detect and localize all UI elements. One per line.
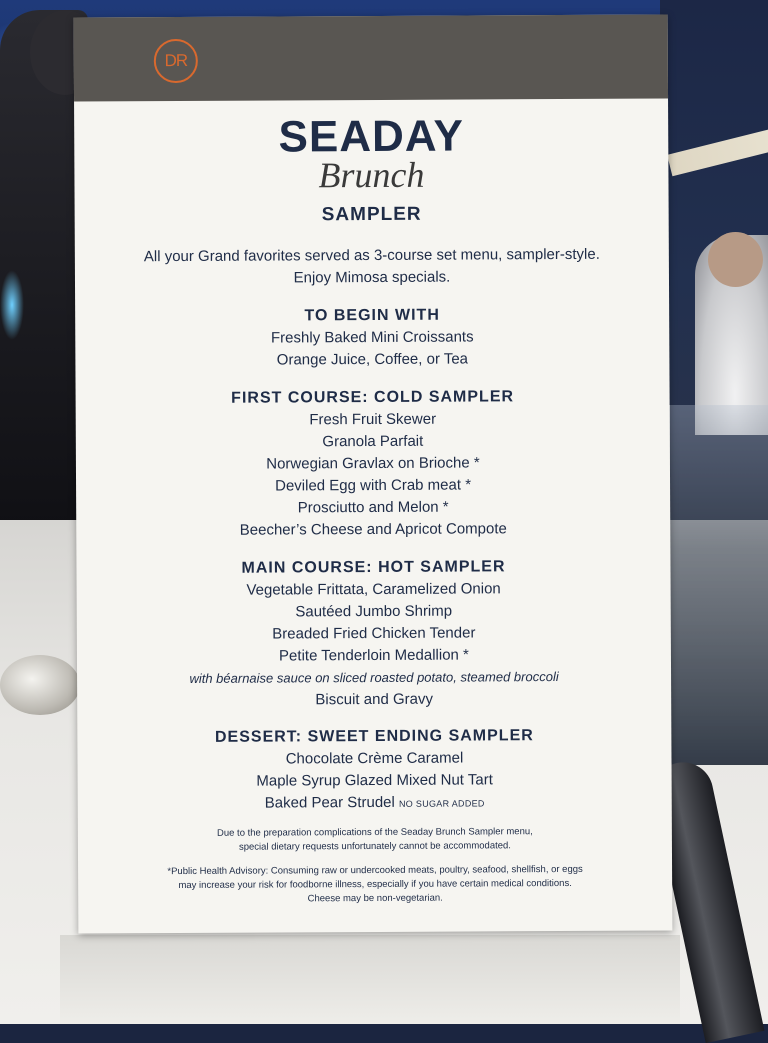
menu-item: Deviled Egg with Crab meat * — [275, 476, 472, 495]
person-head-right — [708, 232, 763, 287]
menu-item: Breaded Fried Chicken Tender — [272, 624, 476, 643]
dr-logo: DR — [154, 39, 198, 83]
menu-subtitle: SAMPLER — [321, 203, 422, 226]
intro-line-2: Enjoy Mimosa specials. — [293, 268, 451, 287]
cyan-light — [0, 270, 24, 340]
menu-item: Freshly Baked Mini Croissants — [270, 328, 474, 347]
no-sugar-note: NO SUGAR ADDED — [398, 798, 485, 809]
menu-item: Vegetable Frittata, Caramelized Onion — [246, 580, 501, 599]
advisory-line-2: may increase your risk for foodborne illness, especially if you have certain medical conditions. — [178, 877, 572, 892]
menu-item: Chocolate Crème Caramel — [285, 749, 464, 768]
advisory-line-1: *Public Health Advisory: Consuming raw or undercooked meats, poultry, seafood, shellfish, or eggs — [167, 863, 583, 878]
menu-item: Sautéed Jumbo Shrimp — [295, 602, 453, 621]
brand-title: SEADAY — [278, 111, 465, 162]
menu-item: Orange Juice, Coffee, or Tea — [276, 350, 469, 369]
spoon — [0, 655, 80, 715]
menu-item: Granola Parfait — [322, 432, 424, 451]
advisory-line-3: Cheese may be non-vegetarian. — [307, 892, 443, 905]
card-header-band — [74, 14, 668, 101]
menu-item: Beecher’s Cheese and Apricot Compote — [239, 520, 507, 539]
section-first-course — [76, 385, 671, 542]
menu-card — [74, 14, 673, 933]
menu-item: Maple Syrup Glazed Mixed Nut Tart — [256, 771, 493, 790]
section-title: DESSERT: SWEET ENDING SAMPLER — [214, 727, 534, 746]
section-title: TO BEGIN WITH — [304, 306, 440, 325]
section-title: MAIN COURSE: HOT SAMPLER — [241, 558, 506, 577]
menu-item: Norwegian Gravlax on Brioche * — [266, 454, 480, 473]
disclaimer-line-2: special dietary requests unfortunately cannot be accommodated. — [238, 840, 511, 853]
section-main-course — [76, 555, 671, 712]
disclaimer-line-1: Due to the preparation complications of the Seaday Brunch Sampler menu, — [216, 826, 533, 839]
menu-item: Biscuit and Gravy — [315, 690, 433, 709]
health-advisory — [78, 862, 672, 907]
intro-text — [75, 243, 669, 290]
menu-item: Fresh Fruit Skewer — [309, 410, 437, 429]
menu-item-name: Baked Pear Strudel — [264, 793, 395, 812]
section-to-begin — [75, 303, 669, 372]
section-dessert — [77, 724, 671, 816]
brand-script: Brunch — [318, 154, 425, 196]
card-stand-base — [60, 935, 680, 1024]
menu-item — [78, 790, 672, 816]
intro-line-1: All your Grand favorites served as 3-course set menu, sampler-style. — [143, 245, 600, 266]
menu-item: Prosciutto and Melon * — [297, 498, 449, 517]
dietary-disclaimer — [78, 824, 672, 855]
menu-item: Petite Tenderloin Medallion * — [278, 646, 469, 665]
section-title: FIRST COURSE: COLD SAMPLER — [231, 388, 515, 407]
menu-item-note: with béarnaise sauce on sliced roasted potato, steamed broccoli — [189, 669, 559, 686]
drinking-glass — [668, 405, 768, 765]
